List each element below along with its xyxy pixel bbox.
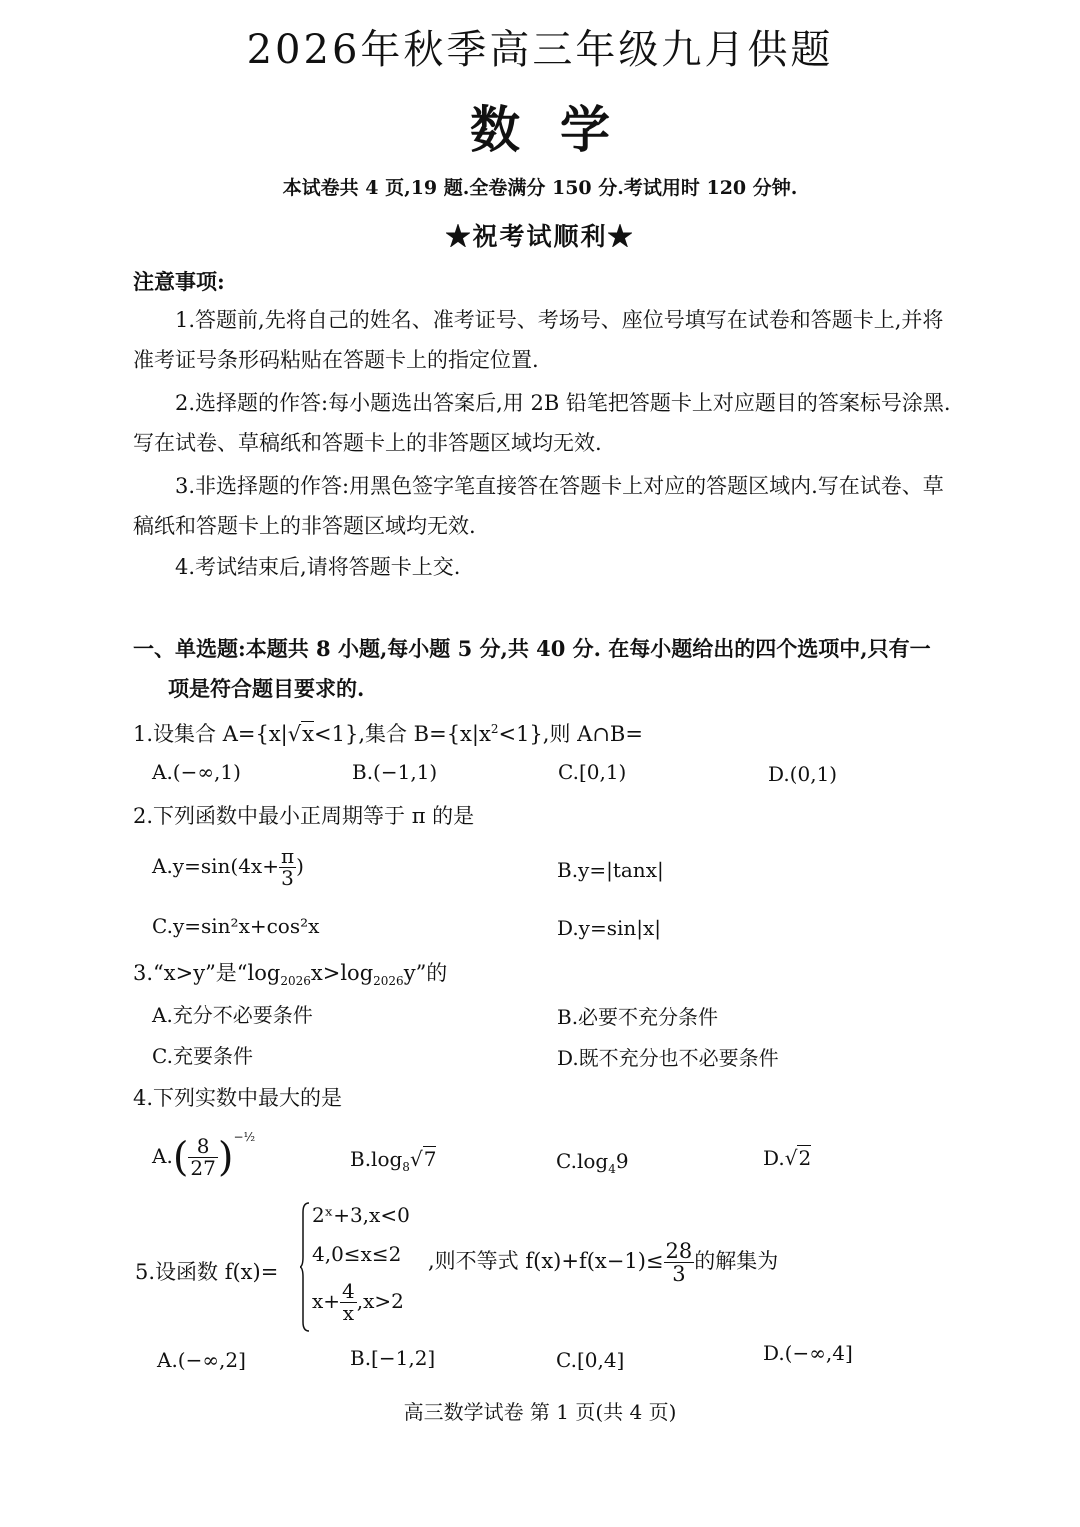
q1-option-c: C.[0,1)	[558, 760, 627, 784]
note-item-4: 4.考试结束后,请将答题卡上交.	[175, 555, 461, 579]
q5-case-3-suffix: ,x>2	[356, 1289, 404, 1313]
q5-option-c: C.[0,4]	[556, 1348, 625, 1372]
question-3	[133, 957, 447, 988]
question-2: 2.下列函数中最小正周期等于 π 的是	[133, 804, 475, 828]
q1-sqrt-arg: x	[302, 722, 314, 746]
q4-option-d	[763, 1146, 811, 1170]
q4-c-label: C.log	[556, 1149, 609, 1173]
note-item-1: 1.答题前,先将自己的姓名、准考证号、考场号、座位号填写在试卷和答题卡上,并将准考证号条形码粘贴在答题卡上的指定位置.	[133, 308, 944, 372]
q4-option-b	[350, 1147, 436, 1174]
q2-a-prefix: A.y=sin(4x+	[152, 854, 279, 878]
q4-a-exponent: −½	[233, 1130, 256, 1144]
q5-case-3-numerator: 4	[342, 1279, 355, 1303]
q4-a-label: A.	[152, 1144, 173, 1168]
q4-b-label: B.log	[350, 1147, 403, 1171]
q5-tail-text: 的解集为	[694, 1249, 779, 1274]
sqrt-symbol: √	[287, 722, 302, 746]
q3-option-b: B.必要不充分条件	[557, 1005, 719, 1029]
right-paren: )	[217, 1134, 234, 1181]
exam-title: 2026年秋季高三年级九月供题	[246, 27, 834, 73]
question-5-lead: 5.设函数 f(x)=	[135, 1260, 279, 1284]
q4-a-denominator: 27	[190, 1156, 216, 1180]
q1-exponent: 2	[490, 722, 499, 736]
sqrt-symbol: √	[409, 1147, 423, 1171]
q3-option-d: D.既不充分也不必要条件	[557, 1046, 779, 1070]
q5-option-d: D.(−∞,4]	[763, 1341, 853, 1365]
q4-c-base: 4	[608, 1162, 616, 1176]
q1-text-part2: <1},集合 B={x|x	[314, 722, 491, 746]
exam-info: 本试卷共 4 页,19 题.全卷满分 150 分.考试用时 120 分钟.	[282, 177, 798, 199]
q3-log-base-2: 2026	[373, 974, 404, 989]
q3-text-part2: x>log	[310, 961, 374, 985]
section-heading-line1: 一、单选题:本题共 8 小题,每小题 5 分,共 40 分. 在每小题给出的四个选项中,只有一	[133, 636, 931, 661]
q2-option-b: B.y=|tanx|	[557, 858, 664, 882]
piecewise-brace	[300, 1202, 310, 1332]
q5-case-3-fraction	[340, 1281, 357, 1324]
q3-option-a: A.充分不必要条件	[152, 1003, 313, 1027]
note-item-3: 3.非选择题的作答:用黑色签字笔直接答在答题卡上对应的答题区域内.写在试卷、草稿纸和答题卡上的非答题区域均无效.	[133, 474, 944, 538]
q2-option-a	[152, 846, 304, 889]
q3-text-part1: 3.“x>y”是“log	[133, 961, 281, 985]
subject-title: 数学	[470, 100, 650, 159]
q2-a-fraction	[279, 846, 296, 889]
q4-option-c	[556, 1149, 629, 1176]
q1-text-part1: 1.设集合 A={x|	[133, 722, 288, 746]
q4-option-a	[152, 1130, 255, 1181]
q4-c-arg: 9	[615, 1149, 629, 1173]
q1-text-part3: <1},则 A∩B=	[498, 722, 643, 746]
q5-rhs-denominator: 3	[672, 1262, 686, 1287]
question-1	[133, 718, 643, 748]
q5-rhs-numerator: 28	[665, 1239, 693, 1263]
left-paren: (	[172, 1134, 189, 1181]
q1-option-a: A.(−∞,1)	[152, 760, 241, 784]
q5-case-3-prefix: x+	[312, 1289, 341, 1313]
q2-a-numerator: π	[280, 844, 295, 868]
q5-case-1: 2ˣ+3,x<0	[312, 1203, 410, 1227]
q5-mid-text: ,则不等式 f(x)+f(x−1)≤	[428, 1249, 664, 1274]
notes-heading: 注意事项:	[133, 269, 225, 294]
q3-option-c: C.充要条件	[152, 1044, 253, 1068]
q1-option-d: D.(0,1)	[768, 762, 838, 786]
q5-rhs-fraction	[664, 1240, 695, 1285]
question-4: 4.下列实数中最大的是	[133, 1086, 343, 1110]
question-5-inequality	[428, 1240, 778, 1285]
q5-case-2: 4,0≤x≤2	[312, 1242, 402, 1266]
q3-text-part3: y”的	[403, 961, 448, 985]
q5-case-3-denominator: x	[342, 1301, 355, 1325]
page-footer: 高三数学试卷 第 1 页(共 4 页)	[403, 1400, 677, 1424]
section-heading-line2: 项是符合题目要求的.	[168, 676, 365, 701]
q4-d-label: D.	[763, 1146, 785, 1170]
q4-a-numerator: 8	[188, 1136, 217, 1158]
q5-option-a: A.(−∞,2]	[157, 1348, 246, 1372]
q5-option-b: B.[−1,2]	[350, 1346, 436, 1370]
q4-d-arg: 2	[798, 1146, 812, 1170]
q4-b-arg: 7	[423, 1147, 437, 1171]
note-item-2: 2.选择题的作答:每小题选出答案后,用 2B 铅笔把答题卡上对应题目的答案标号涂黑.写在试卷、草稿纸和答题卡上的非答题区域均无效.	[133, 391, 951, 455]
q4-b-base: 8	[402, 1160, 410, 1174]
q3-log-base-1: 2026	[280, 974, 311, 989]
q2-option-c: C.y=sin²x+cos²x	[152, 914, 320, 938]
q5-case-3	[312, 1281, 404, 1324]
q4-a-fraction	[188, 1136, 217, 1179]
q2-option-d: D.y=sin|x|	[557, 916, 662, 940]
q2-a-suffix: )	[296, 854, 304, 878]
sqrt-symbol: √	[784, 1146, 798, 1170]
q2-a-denominator: 3	[281, 866, 294, 890]
good-luck-banner: ★祝考试顺利★	[445, 222, 635, 251]
q1-option-b: B.(−1,1)	[352, 760, 438, 784]
